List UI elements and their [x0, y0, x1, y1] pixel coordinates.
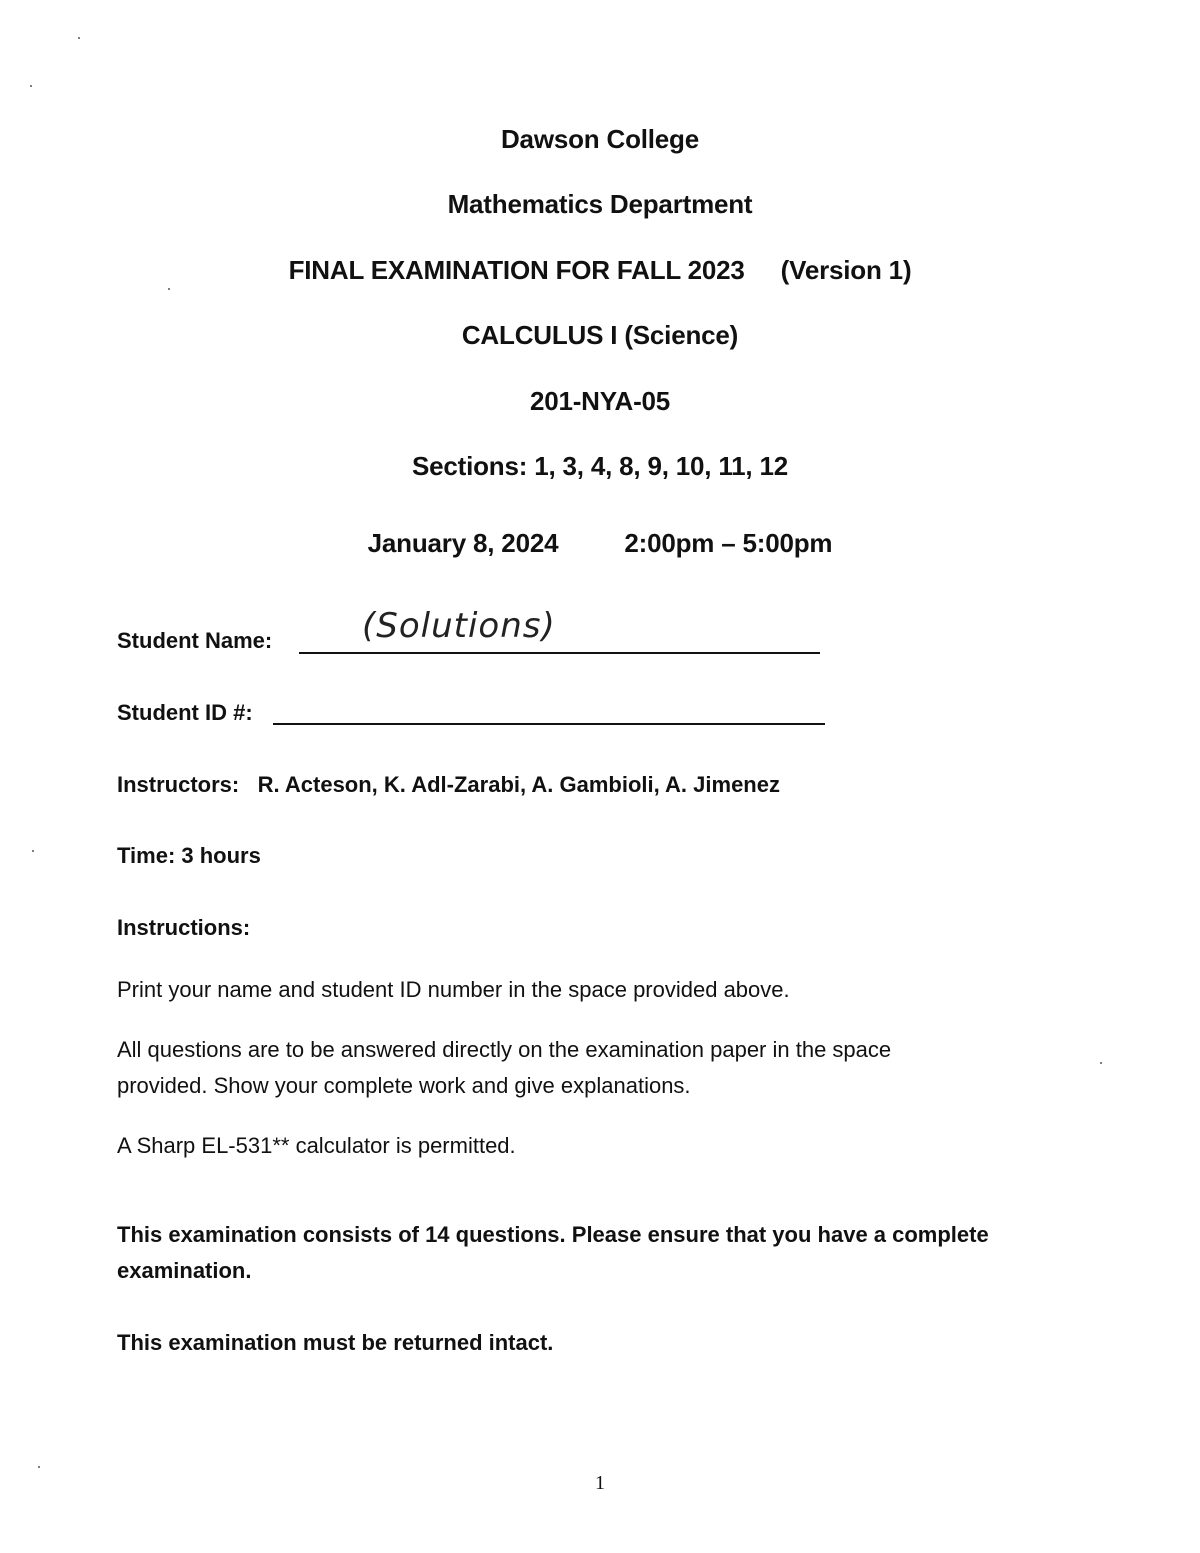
exam-schedule — [0, 528, 1200, 559]
notice-question-count: This examination consists of 14 questions. Please ensure that you have a complete — [117, 1222, 989, 1247]
exam-version: (Version 1) — [780, 255, 912, 285]
course-code: 201-NYA-05 — [529, 386, 671, 416]
department-name: Mathematics Department — [447, 189, 753, 219]
exam-title: FINAL EXAMINATION FOR FALL 2023 — [288, 255, 745, 285]
time-limit: Time: 3 hours — [117, 843, 261, 868]
student-name-label: Student Name: — [117, 628, 273, 653]
instructors-label: Instructors: — [117, 772, 240, 797]
exam-date: January 8, 2024 — [367, 528, 559, 558]
instructors-names: R. Acteson, K. Adl-Zarabi, A. Gambioli, A. Jimenez — [257, 772, 780, 797]
student-id-label: Student ID #: — [117, 700, 253, 725]
scan-speck — [30, 85, 32, 87]
student-name-line[interactable] — [299, 652, 820, 654]
student-name-handwriting: (Solutions) — [362, 606, 556, 646]
instruction-print-name: Print your name and student ID number in the space provided above. — [117, 977, 790, 1002]
exam-time: 2:00pm – 5:00pm — [624, 528, 833, 558]
exam-title-line — [0, 255, 1200, 286]
instruction-answer-directly: All questions are to be answered directly on the examination paper in the space — [117, 1037, 892, 1062]
notice-return-intact: This examination must be returned intact. — [117, 1330, 554, 1355]
instruction-calculator: A Sharp EL-531** calculator is permitted. — [117, 1133, 516, 1158]
page-number: 1 — [595, 1472, 605, 1494]
scan-speck — [168, 288, 170, 290]
course-name: CALCULUS I (Science) — [461, 320, 739, 350]
college-name: Dawson College — [500, 124, 699, 154]
notice-question-count-cont: examination. — [117, 1258, 252, 1283]
scan-speck — [78, 37, 80, 39]
scan-speck — [32, 850, 34, 852]
scan-speck — [38, 1466, 40, 1468]
scan-speck — [1100, 1062, 1102, 1064]
student-id-line[interactable] — [273, 723, 825, 725]
instructions-heading: Instructions: — [117, 915, 251, 940]
sections-list: Sections: 1, 3, 4, 8, 9, 10, 11, 12 — [411, 451, 788, 481]
instructors-line — [117, 772, 780, 798]
instruction-show-work: provided. Show your complete work and give explanations. — [117, 1073, 691, 1098]
